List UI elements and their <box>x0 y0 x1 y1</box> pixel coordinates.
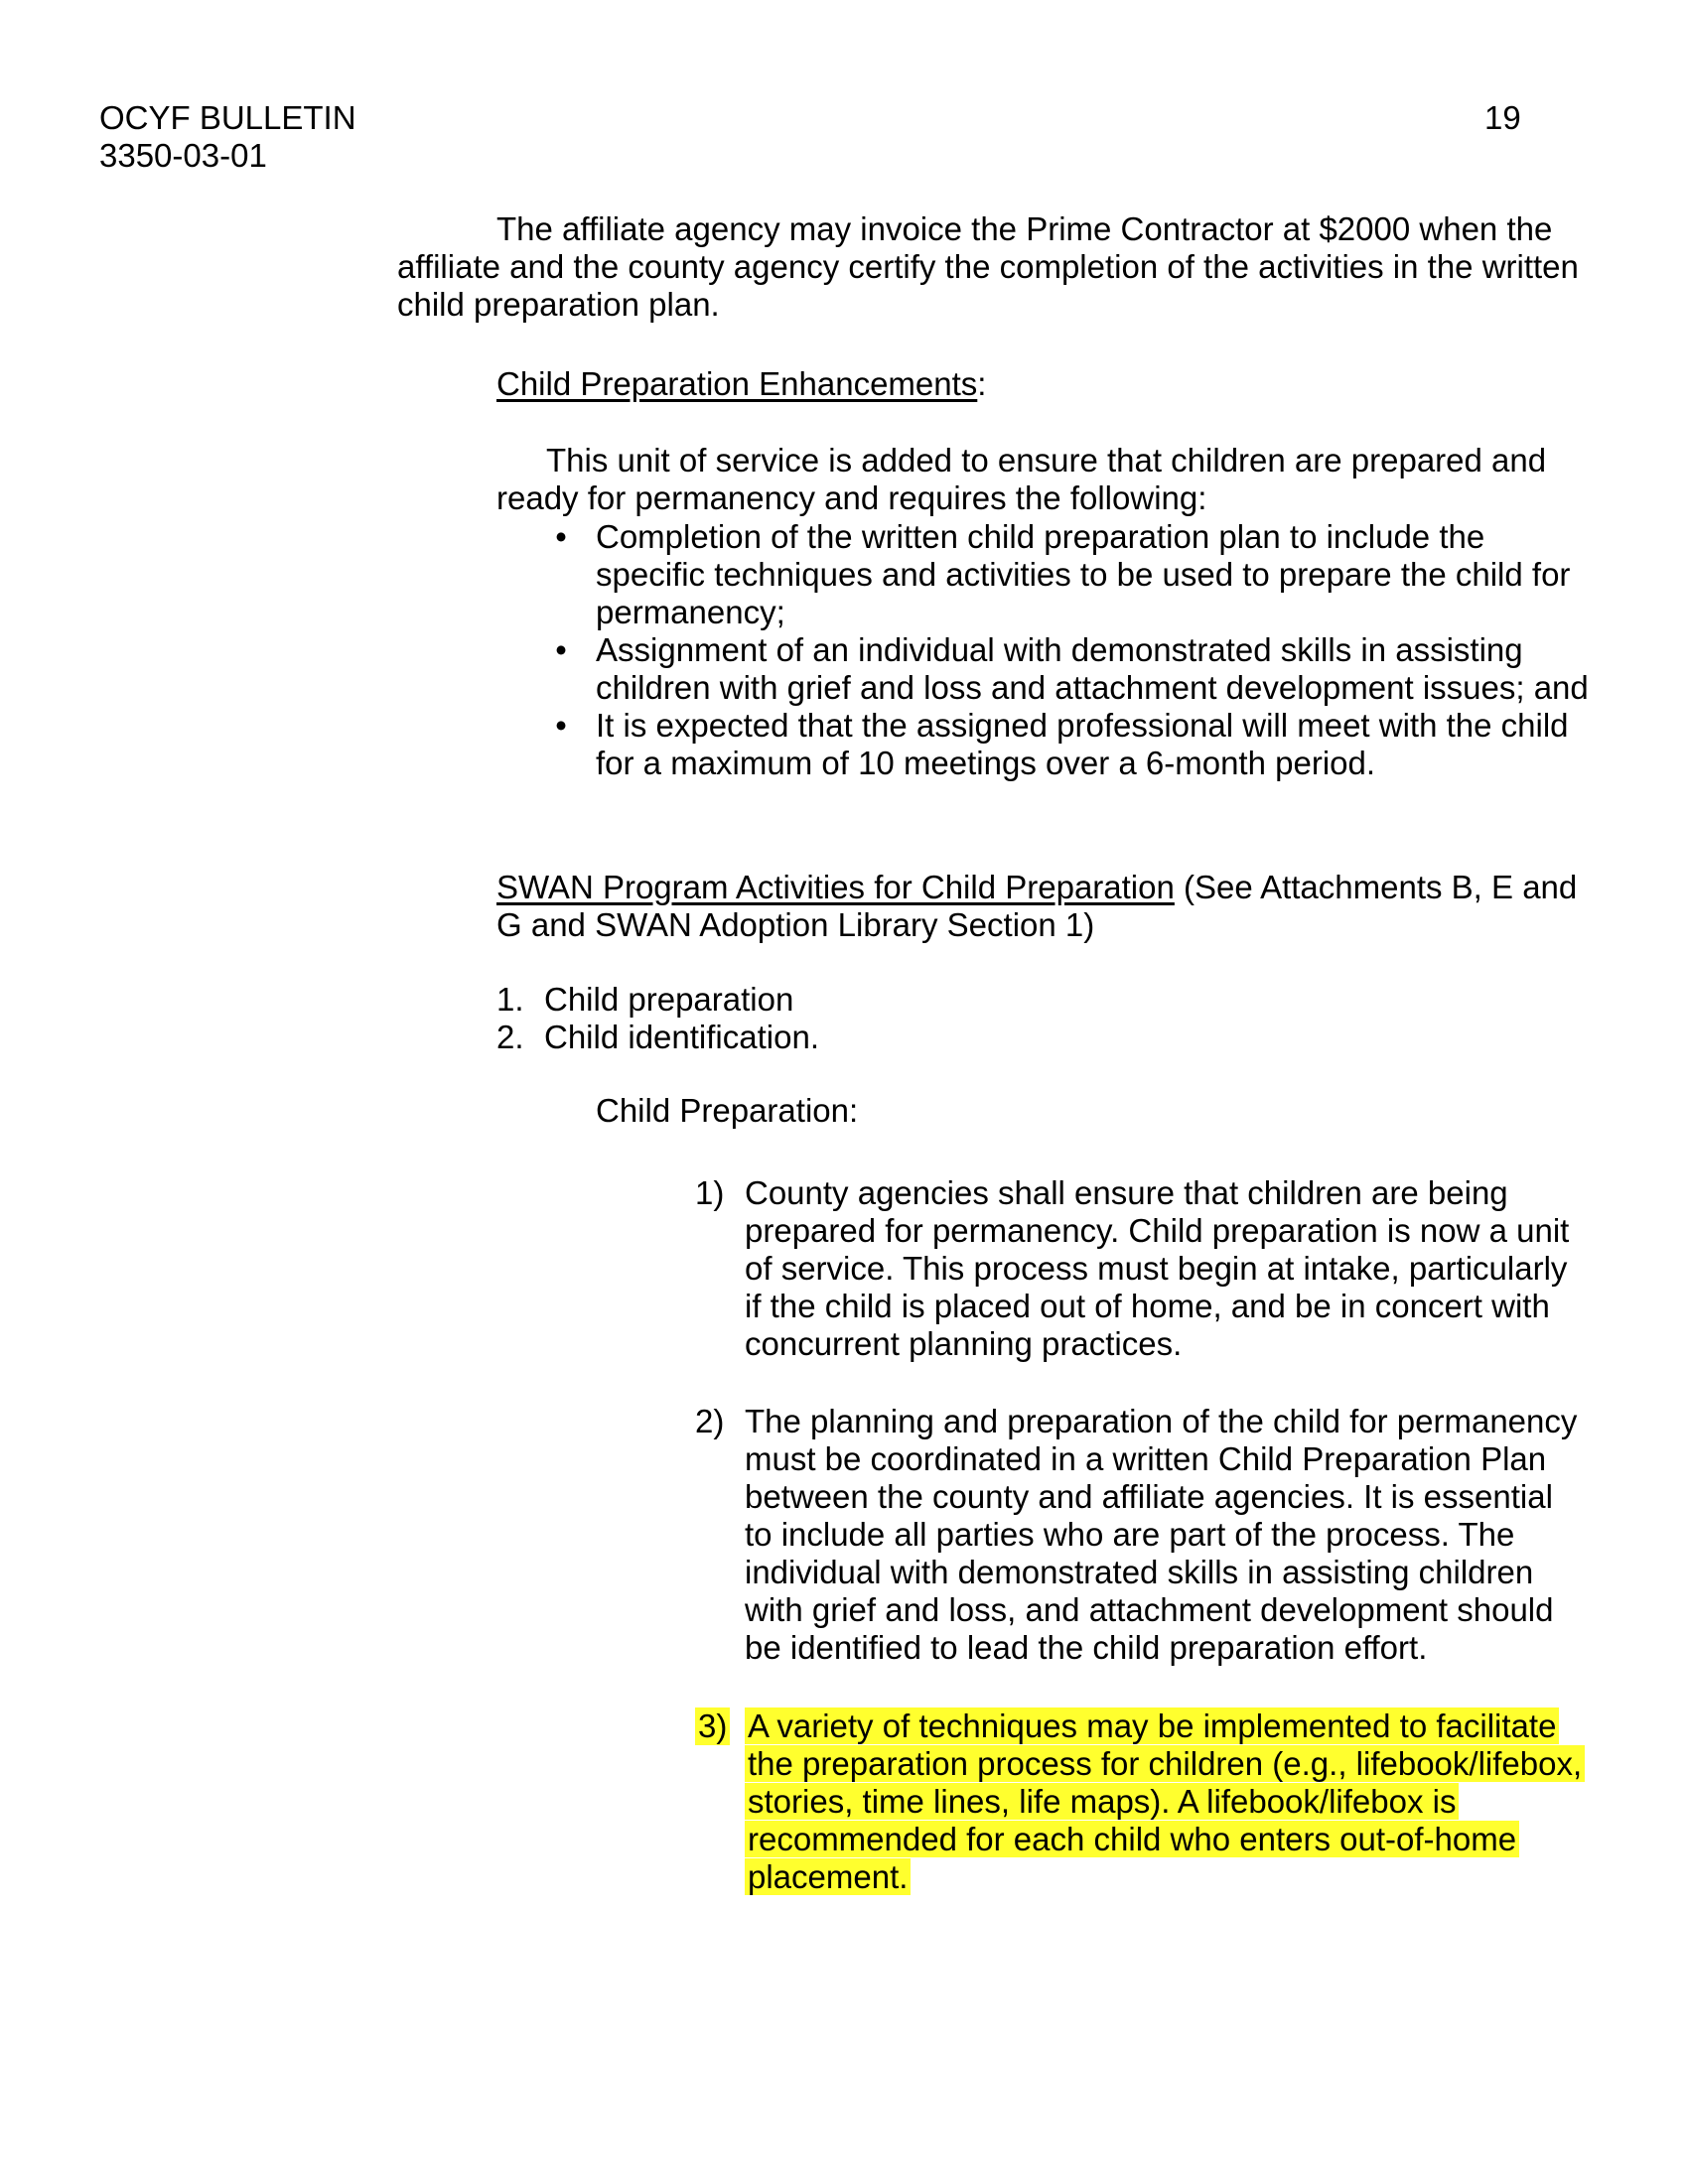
bullet-icon: • <box>555 518 567 555</box>
highlighted-item-text: A variety of techniques may be implemented to facilitate the preparation process for children (e.g., lifebook/lifebox, stories, time lines, life maps). A lifebook/lifebox is recommended for each child who enters out-of-home placement. <box>745 1707 1585 1895</box>
document-header <box>99 99 356 175</box>
bullet-text: It is expected that the assigned professional will meet with the child for a maximum of 10 meetings over a 6-month period. <box>596 707 1569 781</box>
child-preparation-item-2 <box>695 1403 1589 1667</box>
enhancements-bullet-list <box>496 518 1589 782</box>
item-text: The planning and preparation of the child for permanency must be coordinated in a written Child Preparation Plan between the county and affiliate agencies. It is essential to include all parties who are part of the process. The individual with demonstrated skills in assisting children with grief and loss, and attachment development should be identified to lead the child preparation effort. <box>745 1403 1578 1666</box>
item-number: 2) <box>695 1403 725 1439</box>
bullet-text: Assignment of an individual with demonstrated skills in assisting children with grief and loss and attachment development issues; and <box>596 631 1589 706</box>
invoice-paragraph-text: The affiliate agency may invoice the Prime Contractor at $2000 when the affiliate and the county agency certify the completion of the activities in the written child preparation plan. <box>397 210 1579 323</box>
swan-activity-list <box>496 981 819 1056</box>
bullet-icon: • <box>555 707 567 744</box>
enhancements-heading-text: Child Preparation Enhancements <box>496 365 978 402</box>
list-item <box>496 1019 819 1056</box>
enhancements-intro <box>496 442 1589 517</box>
enhancements-intro-text: This unit of service is added to ensure that children are prepared and ready for permanency and requires the following: <box>496 442 1547 516</box>
list-item <box>695 1174 1589 1363</box>
list-item <box>496 707 1589 782</box>
list-item <box>695 1403 1589 1667</box>
list-item <box>496 981 819 1019</box>
list-item <box>496 518 1589 631</box>
child-preparation-item-1 <box>695 1174 1589 1363</box>
item-number: 3) <box>695 1707 730 1745</box>
list-number: 1. <box>496 981 524 1018</box>
child-preparation-item-3-highlighted <box>695 1707 1589 1896</box>
bulletin-title: OCYF BULLETIN <box>99 99 356 136</box>
list-item <box>496 631 1589 707</box>
swan-heading-text: SWAN Program Activities for Child Preparation <box>496 869 1175 905</box>
bulletin-number: 3350-03-01 <box>99 137 267 174</box>
item-text: County agencies shall ensure that children are being prepared for permanency. Child preparation is now a unit of service. This process must begin at intake, particularly if the child is placed out of home, and be in concert with concurrent planning practices. <box>745 1174 1570 1362</box>
child-preparation-label: Child Preparation: <box>596 1092 859 1129</box>
list-number: 2. <box>496 1019 524 1055</box>
page-number: 19 <box>1484 99 1521 136</box>
item-number: 1) <box>695 1174 725 1211</box>
list-text: Child identification. <box>544 1019 819 1055</box>
invoice-paragraph <box>397 210 1589 324</box>
bullet-text: Completion of the written child preparation plan to include the specific techniques and activities to be used to prepare the child for permanency; <box>596 518 1571 630</box>
swan-heading <box>496 869 1589 944</box>
list-text: Child preparation <box>544 981 794 1018</box>
bullet-icon: • <box>555 631 567 668</box>
enhancements-heading-colon: : <box>977 365 987 402</box>
list-item <box>695 1707 1589 1896</box>
enhancements-heading <box>496 365 986 403</box>
swan-heading-reference: (See Attachments B, E and G and SWAN Adoption Library Section 1) <box>496 869 1578 943</box>
